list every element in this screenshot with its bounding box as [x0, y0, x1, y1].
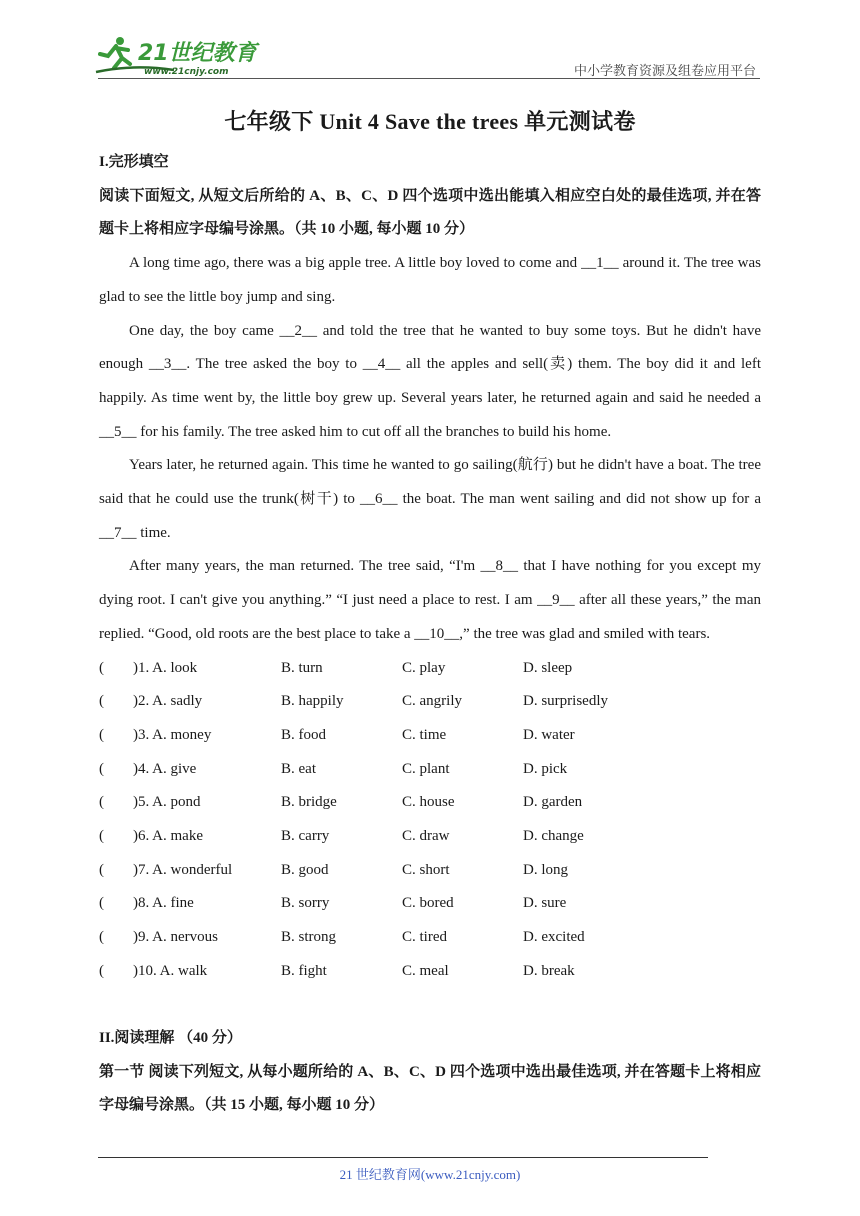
answer-paren: ( [99, 929, 104, 946]
answer-paren: ( [99, 760, 104, 777]
answer-paren: ( [99, 962, 104, 979]
option-b: B. good [281, 861, 329, 878]
answer-paren: ( [99, 861, 104, 878]
logo-main-text: 21世纪教育 [138, 41, 257, 66]
option-b: B. turn [281, 659, 323, 676]
option-d: D. water [523, 726, 575, 743]
option-a: )7. A. wonderful [133, 861, 233, 878]
question-row [99, 955, 761, 989]
option-c: C. bored [402, 895, 454, 912]
passage-paragraph: One day, the boy came __2__ and told the tree that he wanted to buy some toys. But he didn't have enough __3__. The tree asked the boy to __4__ all the apples and sell(卖) them. The boy did it and left happily. As time went by, the little boy grew up. Several years later, he returned again and said he needed a __5__ for his family. The tree asked him to cut off all the branches to build his home. [99, 322, 761, 440]
option-b: B. happily [281, 693, 344, 710]
option-b: B. bridge [281, 794, 337, 811]
site-logo [94, 34, 264, 80]
answer-paren: ( [99, 659, 104, 676]
section2-instruction: 第一节 阅读下列短文, 从每小题所给的 A、B、C、D 四个选项中选出最佳选项, 并在答题卡上将相应字母编号涂黑。（共 15 小题, 每小题 10 分） [99, 1063, 761, 1114]
exam-content [99, 146, 761, 1123]
option-d: D. pick [523, 760, 568, 777]
passage-paragraph: After many years, the man returned. The tree said, “I'm __8__ that I have nothing for you except my dying root. I can't give you anything.” “I just need a place to rest. I am __9__ after all these years,” the man replied. “Good, old roots are the best place to take a __10__,” the tree was glad and smiled with tears. [99, 558, 761, 642]
question-list [99, 652, 761, 989]
section-spacer [99, 988, 761, 1022]
option-d: D. change [523, 827, 584, 844]
option-b: B. food [281, 726, 326, 743]
option-d: D. long [523, 861, 568, 878]
passage-paragraph: Years later, he returned again. This time he wanted to go sailing(航行) but he didn't have a boat. The tree said that he could use the trunk(树干) to __6__ the boat. The man went sailing and did not show up for a __7__ time. [99, 457, 761, 541]
section2-heading: II.阅读理解 （40 分） [99, 1030, 242, 1047]
question-row [99, 753, 761, 787]
option-a: )1. A. look [133, 659, 198, 676]
option-a: )3. A. money [133, 726, 212, 743]
option-c: C. time [402, 726, 447, 743]
option-d: D. surprisedly [523, 693, 608, 710]
page-header [0, 0, 860, 84]
option-d: D. sleep [523, 659, 573, 676]
option-a: )5. A. pond [133, 794, 201, 811]
page-title: 七年级下 Unit 4 Save the trees 单元测试卷 [224, 109, 636, 134]
option-d: D. sure [523, 895, 567, 912]
option-a: )2. A. sadly [133, 693, 203, 710]
page-footer: 21 世纪教育网(www.21cnjy.com) [339, 1167, 521, 1182]
option-a: )6. A. make [133, 827, 203, 844]
runner-logo-icon [94, 34, 264, 80]
option-a: )8. A. fine [133, 895, 194, 912]
option-c: C. tired [402, 929, 447, 946]
question-row [99, 786, 761, 820]
answer-paren: ( [99, 794, 104, 811]
option-c: C. house [402, 794, 455, 811]
option-d: D. break [523, 962, 575, 979]
question-row [99, 685, 761, 719]
passage-paragraph: A long time ago, there was a big apple tree. A little boy loved to come and __1__ around it. The tree was glad to see the little boy jump and sing. [99, 255, 761, 305]
option-c: C. plant [402, 760, 450, 777]
logo-sub-text: www.21cnjy.com [144, 67, 229, 77]
option-c: C. angrily [402, 693, 462, 710]
answer-paren: ( [99, 827, 104, 844]
option-b: B. strong [281, 929, 337, 946]
question-row [99, 887, 761, 921]
option-b: B. sorry [281, 895, 330, 912]
option-c: C. short [402, 861, 450, 878]
option-a: )4. A. give [133, 760, 197, 777]
option-b: B. eat [281, 760, 316, 777]
footer-divider [98, 1157, 708, 1158]
option-b: B. carry [281, 827, 330, 844]
option-a: )9. A. nervous [133, 929, 218, 946]
option-d: D. garden [523, 794, 583, 811]
answer-paren: ( [99, 895, 104, 912]
question-row [99, 820, 761, 854]
platform-name: 中小学教育资源及组卷应用平台 [573, 63, 756, 78]
header-divider [98, 78, 760, 79]
question-row [99, 652, 761, 686]
option-c: C. play [402, 659, 446, 676]
option-b: B. fight [281, 962, 327, 979]
section1-instruction: 阅读下面短文, 从短文后所给的 A、B、C、D 四个选项中选出能填入相应空白处的最佳选项, 并在答题卡上将相应字母编号涂黑。（共 10 小题, 每小题 10 分） [99, 187, 761, 238]
question-row [99, 719, 761, 753]
option-c: C. meal [402, 962, 449, 979]
option-a: )10. A. walk [133, 962, 208, 979]
answer-paren: ( [99, 726, 104, 743]
question-row [99, 921, 761, 955]
option-d: D. excited [523, 929, 585, 946]
question-row [99, 854, 761, 888]
answer-paren: ( [99, 693, 104, 710]
option-c: C. draw [402, 827, 450, 844]
section1-heading: I.完形填空 [99, 154, 169, 170]
